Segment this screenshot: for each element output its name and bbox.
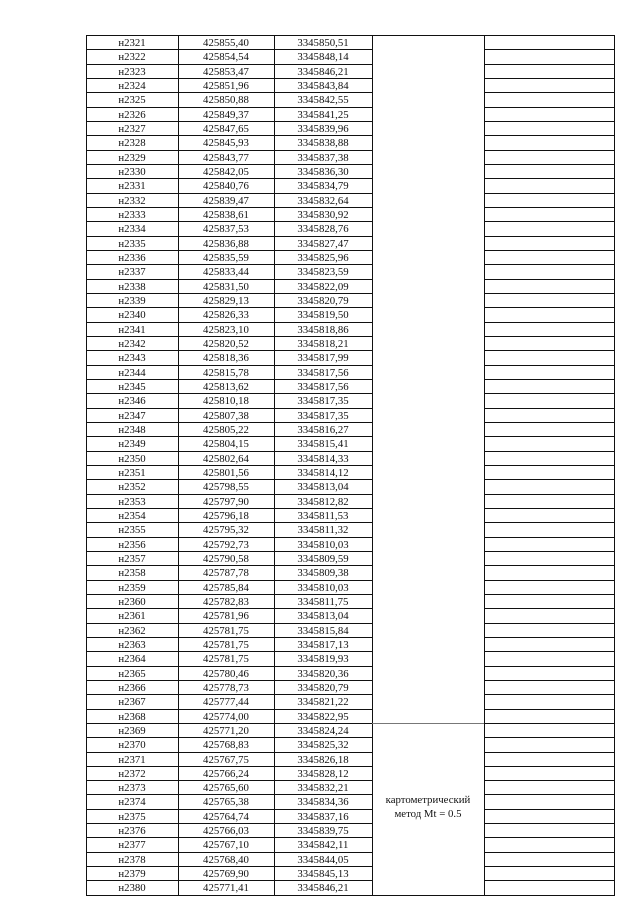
point-id-cell: н2336 bbox=[118, 252, 146, 264]
group-separator bbox=[372, 723, 484, 724]
x-coordinate-cell: 425766,03 bbox=[203, 825, 249, 837]
y-coordinate-cell: 3345839,75 bbox=[297, 825, 349, 837]
point-id-cell: н2369 bbox=[118, 725, 146, 737]
y-coordinate-cell: 3345844,05 bbox=[297, 854, 349, 866]
row-rule bbox=[484, 107, 615, 108]
x-coordinate-cell: 425835,59 bbox=[203, 252, 249, 264]
y-coordinate-cell: 3345827,47 bbox=[297, 238, 349, 250]
x-coordinate-cell: 425849,37 bbox=[203, 109, 249, 121]
x-coordinate-cell: 425810,18 bbox=[203, 395, 249, 407]
point-id-cell: н2321 bbox=[118, 37, 146, 49]
y-coordinate-cell: 3345843,84 bbox=[297, 80, 349, 92]
point-id-cell: н2325 bbox=[118, 94, 146, 106]
row-rule bbox=[484, 365, 615, 366]
y-coordinate-cell: 3345810,03 bbox=[297, 582, 349, 594]
row-rule bbox=[484, 393, 615, 394]
table-bottom-rule bbox=[86, 895, 615, 896]
y-coordinate-cell: 3345820,36 bbox=[297, 668, 349, 680]
y-coordinate-cell: 3345815,84 bbox=[297, 625, 349, 637]
row-rule bbox=[484, 250, 615, 251]
y-coordinate-cell: 3345846,21 bbox=[297, 66, 349, 78]
x-coordinate-cell: 425798,55 bbox=[203, 481, 249, 493]
x-coordinate-cell: 425771,41 bbox=[203, 882, 249, 894]
point-id-cell: н2375 bbox=[118, 811, 146, 823]
method-note-line1: картометрический bbox=[385, 794, 471, 806]
x-coordinate-cell: 425804,15 bbox=[203, 438, 249, 450]
point-id-cell: н2361 bbox=[118, 610, 146, 622]
point-id-cell: н2352 bbox=[118, 481, 146, 493]
point-id-cell: н2344 bbox=[118, 367, 146, 379]
x-coordinate-cell: 425853,47 bbox=[203, 66, 249, 78]
point-id-cell: н2356 bbox=[118, 539, 146, 551]
y-coordinate-cell: 3345817,35 bbox=[297, 410, 349, 422]
y-coordinate-cell: 3345825,96 bbox=[297, 252, 349, 264]
x-coordinate-cell: 425790,58 bbox=[203, 553, 249, 565]
y-coordinate-cell: 3345817,56 bbox=[297, 381, 349, 393]
row-rule bbox=[484, 422, 615, 423]
row-rule bbox=[484, 164, 615, 165]
y-coordinate-cell: 3345830,92 bbox=[297, 209, 349, 221]
row-rule bbox=[484, 193, 615, 194]
x-coordinate-cell: 425829,13 bbox=[203, 295, 249, 307]
row-rule bbox=[484, 666, 615, 667]
y-coordinate-cell: 3345846,21 bbox=[297, 882, 349, 894]
point-id-cell: н2330 bbox=[118, 166, 146, 178]
point-id-cell: н2358 bbox=[118, 567, 146, 579]
point-id-cell: н2323 bbox=[118, 66, 146, 78]
x-coordinate-cell: 425818,36 bbox=[203, 352, 249, 364]
row-rule bbox=[484, 178, 615, 179]
x-coordinate-cell: 425815,78 bbox=[203, 367, 249, 379]
y-coordinate-cell: 3345820,79 bbox=[297, 682, 349, 694]
point-id-cell: н2371 bbox=[118, 754, 146, 766]
row-rule bbox=[484, 465, 615, 466]
x-coordinate-cell: 425802,64 bbox=[203, 453, 249, 465]
row-rule bbox=[484, 809, 615, 810]
row-rule bbox=[484, 508, 615, 509]
y-coordinate-cell: 3345818,21 bbox=[297, 338, 349, 350]
row-rule bbox=[484, 565, 615, 566]
x-coordinate-cell: 425855,40 bbox=[203, 37, 249, 49]
point-id-cell: н2350 bbox=[118, 453, 146, 465]
x-coordinate-cell: 425833,44 bbox=[203, 266, 249, 278]
x-coordinate-cell: 425782,83 bbox=[203, 596, 249, 608]
row-rule bbox=[484, 780, 615, 781]
x-coordinate-cell: 425767,75 bbox=[203, 754, 249, 766]
method-note-line2: метод Mt = 0.5 bbox=[394, 808, 462, 820]
y-coordinate-cell: 3345814,12 bbox=[297, 467, 349, 479]
point-id-cell: н2380 bbox=[118, 882, 146, 894]
x-coordinate-cell: 425805,22 bbox=[203, 424, 249, 436]
x-coordinate-cell: 425851,96 bbox=[203, 80, 249, 92]
point-id-cell: н2331 bbox=[118, 180, 146, 192]
y-coordinate-cell: 3345810,03 bbox=[297, 539, 349, 551]
point-id-cell: н2373 bbox=[118, 782, 146, 794]
y-coordinate-cell: 3345837,38 bbox=[297, 152, 349, 164]
row-rule bbox=[484, 236, 615, 237]
x-coordinate-cell: 425837,53 bbox=[203, 223, 249, 235]
x-coordinate-cell: 425843,77 bbox=[203, 152, 249, 164]
x-coordinate-cell: 425774,00 bbox=[203, 711, 249, 723]
point-id-cell: н2365 bbox=[118, 668, 146, 680]
point-id-cell: н2328 bbox=[118, 137, 146, 149]
y-coordinate-cell: 3345834,36 bbox=[297, 796, 349, 808]
x-coordinate-cell: 425768,40 bbox=[203, 854, 249, 866]
y-coordinate-cell: 3345814,33 bbox=[297, 453, 349, 465]
x-coordinate-cell: 425807,38 bbox=[203, 410, 249, 422]
point-id-cell: н2346 bbox=[118, 395, 146, 407]
method-note bbox=[373, 793, 483, 821]
point-id-cell: н2338 bbox=[118, 281, 146, 293]
y-coordinate-cell: 3345842,11 bbox=[297, 839, 349, 851]
y-coordinate-cell: 3345850,51 bbox=[297, 37, 349, 49]
y-coordinate-cell: 3345813,04 bbox=[297, 481, 349, 493]
y-coordinate-cell: 3345828,76 bbox=[297, 223, 349, 235]
row-rule bbox=[484, 350, 615, 351]
point-id-cell: н2339 bbox=[118, 295, 146, 307]
y-coordinate-cell: 3345811,75 bbox=[297, 596, 349, 608]
row-rule bbox=[484, 221, 615, 222]
row-rule bbox=[484, 766, 615, 767]
row-rule bbox=[484, 723, 615, 724]
x-coordinate-cell: 425842,05 bbox=[203, 166, 249, 178]
point-id-cell: н2363 bbox=[118, 639, 146, 651]
point-id-cell: н2359 bbox=[118, 582, 146, 594]
row-rule bbox=[484, 379, 615, 380]
x-coordinate-cell: 425768,83 bbox=[203, 739, 249, 751]
y-coordinate-cell: 3345824,24 bbox=[297, 725, 349, 737]
x-coordinate-cell: 425840,76 bbox=[203, 180, 249, 192]
y-coordinate-cell: 3345821,22 bbox=[297, 696, 349, 708]
row-rule bbox=[484, 537, 615, 538]
y-coordinate-cell: 3345820,79 bbox=[297, 295, 349, 307]
x-coordinate-cell: 425767,10 bbox=[203, 839, 249, 851]
row-rule bbox=[484, 837, 615, 838]
y-coordinate-cell: 3345825,32 bbox=[297, 739, 349, 751]
point-id-cell: н2370 bbox=[118, 739, 146, 751]
x-coordinate-cell: 425765,38 bbox=[203, 796, 249, 808]
row-rule bbox=[484, 279, 615, 280]
point-id-cell: н2364 bbox=[118, 653, 146, 665]
x-coordinate-cell: 425792,73 bbox=[203, 539, 249, 551]
x-coordinate-cell: 425838,61 bbox=[203, 209, 249, 221]
point-id-cell: н2322 bbox=[118, 51, 146, 63]
row-rule bbox=[484, 551, 615, 552]
y-coordinate-cell: 3345845,13 bbox=[297, 868, 349, 880]
row-rule bbox=[484, 651, 615, 652]
point-id-cell: н2347 bbox=[118, 410, 146, 422]
y-coordinate-cell: 3345818,86 bbox=[297, 324, 349, 336]
point-id-cell: н2367 bbox=[118, 696, 146, 708]
point-id-cell: н2342 bbox=[118, 338, 146, 350]
point-id-cell: н2343 bbox=[118, 352, 146, 364]
row-rule bbox=[484, 580, 615, 581]
row-rule bbox=[484, 852, 615, 853]
y-coordinate-cell: 3345819,93 bbox=[297, 653, 349, 665]
point-id-cell: н2345 bbox=[118, 381, 146, 393]
point-id-cell: н2353 bbox=[118, 496, 146, 508]
point-id-cell: н2324 bbox=[118, 80, 146, 92]
x-coordinate-cell: 425813,62 bbox=[203, 381, 249, 393]
y-coordinate-cell: 3345812,82 bbox=[297, 496, 349, 508]
x-coordinate-cell: 425765,60 bbox=[203, 782, 249, 794]
point-id-cell: н2372 bbox=[118, 768, 146, 780]
y-coordinate-cell: 3345811,32 bbox=[297, 524, 349, 536]
y-coordinate-cell: 3345836,30 bbox=[297, 166, 349, 178]
point-id-cell: н2366 bbox=[118, 682, 146, 694]
y-coordinate-cell: 3345817,56 bbox=[297, 367, 349, 379]
row-rule bbox=[484, 608, 615, 609]
x-coordinate-cell: 425836,88 bbox=[203, 238, 249, 250]
row-rule bbox=[484, 408, 615, 409]
y-coordinate-cell: 3345841,25 bbox=[297, 109, 349, 121]
row-rule bbox=[484, 78, 615, 79]
x-coordinate-cell: 425796,18 bbox=[203, 510, 249, 522]
row-rule bbox=[484, 594, 615, 595]
x-coordinate-cell: 425820,52 bbox=[203, 338, 249, 350]
point-id-cell: н2362 bbox=[118, 625, 146, 637]
row-rule bbox=[484, 694, 615, 695]
point-id-cell: н2326 bbox=[118, 109, 146, 121]
y-coordinate-cell: 3345816,27 bbox=[297, 424, 349, 436]
x-coordinate-cell: 425780,46 bbox=[203, 668, 249, 680]
x-coordinate-cell: 425847,65 bbox=[203, 123, 249, 135]
row-rule bbox=[484, 121, 615, 122]
row-rule bbox=[484, 307, 615, 308]
x-coordinate-cell: 425764,74 bbox=[203, 811, 249, 823]
point-id-cell: н2355 bbox=[118, 524, 146, 536]
y-coordinate-cell: 3345819,50 bbox=[297, 309, 349, 321]
point-id-cell: н2349 bbox=[118, 438, 146, 450]
row-rule bbox=[484, 451, 615, 452]
row-rule bbox=[484, 637, 615, 638]
x-coordinate-cell: 425826,33 bbox=[203, 309, 249, 321]
x-coordinate-cell: 425823,10 bbox=[203, 324, 249, 336]
point-id-cell: н2354 bbox=[118, 510, 146, 522]
x-coordinate-cell: 425801,56 bbox=[203, 467, 249, 479]
y-coordinate-cell: 3345837,16 bbox=[297, 811, 349, 823]
row-rule bbox=[484, 823, 615, 824]
point-id-cell: н2348 bbox=[118, 424, 146, 436]
row-rule bbox=[484, 135, 615, 136]
point-id-cell: н2351 bbox=[118, 467, 146, 479]
y-coordinate-cell: 3345822,09 bbox=[297, 281, 349, 293]
y-coordinate-cell: 3345811,53 bbox=[297, 510, 349, 522]
row-rule bbox=[484, 737, 615, 738]
row-rule bbox=[484, 293, 615, 294]
row-rule bbox=[484, 494, 615, 495]
point-id-cell: н2378 bbox=[118, 854, 146, 866]
row-rule bbox=[484, 322, 615, 323]
row-rule bbox=[484, 623, 615, 624]
row-rule bbox=[484, 92, 615, 93]
y-coordinate-cell: 3345809,38 bbox=[297, 567, 349, 579]
y-coordinate-cell: 3345828,12 bbox=[297, 768, 349, 780]
y-coordinate-cell: 3345838,88 bbox=[297, 137, 349, 149]
point-id-cell: н2340 bbox=[118, 309, 146, 321]
point-id-cell: н2332 bbox=[118, 195, 146, 207]
point-id-cell: н2376 bbox=[118, 825, 146, 837]
point-id-cell: н2377 bbox=[118, 839, 146, 851]
y-coordinate-cell: 3345815,41 bbox=[297, 438, 349, 450]
x-coordinate-cell: 425781,75 bbox=[203, 639, 249, 651]
y-coordinate-cell: 3345822,95 bbox=[297, 711, 349, 723]
row-rule bbox=[484, 207, 615, 208]
y-coordinate-cell: 3345817,35 bbox=[297, 395, 349, 407]
point-id-cell: н2341 bbox=[118, 324, 146, 336]
point-id-cell: н2327 bbox=[118, 123, 146, 135]
row-rule bbox=[484, 336, 615, 337]
x-coordinate-cell: 425839,47 bbox=[203, 195, 249, 207]
y-coordinate-cell: 3345848,14 bbox=[297, 51, 349, 63]
x-coordinate-cell: 425787,78 bbox=[203, 567, 249, 579]
x-coordinate-cell: 425845,93 bbox=[203, 137, 249, 149]
row-rule bbox=[484, 64, 615, 65]
y-coordinate-cell: 3345834,79 bbox=[297, 180, 349, 192]
x-coordinate-cell: 425854,54 bbox=[203, 51, 249, 63]
y-coordinate-cell: 3345809,59 bbox=[297, 553, 349, 565]
point-id-cell: н2357 bbox=[118, 553, 146, 565]
point-id-cell: н2335 bbox=[118, 238, 146, 250]
y-coordinate-cell: 3345823,59 bbox=[297, 266, 349, 278]
x-coordinate-cell: 425781,96 bbox=[203, 610, 249, 622]
row-rule bbox=[484, 709, 615, 710]
y-coordinate-cell: 3345832,64 bbox=[297, 195, 349, 207]
x-coordinate-cell: 425777,44 bbox=[203, 696, 249, 708]
x-coordinate-cell: 425850,88 bbox=[203, 94, 249, 106]
x-coordinate-cell: 425831,50 bbox=[203, 281, 249, 293]
x-coordinate-cell: 425781,75 bbox=[203, 625, 249, 637]
row-rule bbox=[484, 880, 615, 881]
y-coordinate-cell: 3345813,04 bbox=[297, 610, 349, 622]
x-coordinate-cell: 425785,84 bbox=[203, 582, 249, 594]
row-rule bbox=[484, 436, 615, 437]
y-coordinate-cell: 3345826,18 bbox=[297, 754, 349, 766]
y-coordinate-cell: 3345832,21 bbox=[297, 782, 349, 794]
point-id-cell: н2374 bbox=[118, 796, 146, 808]
x-coordinate-cell: 425797,90 bbox=[203, 496, 249, 508]
point-id-cell: н2360 bbox=[118, 596, 146, 608]
point-id-cell: н2334 bbox=[118, 223, 146, 235]
x-coordinate-cell: 425766,24 bbox=[203, 768, 249, 780]
x-coordinate-cell: 425771,20 bbox=[203, 725, 249, 737]
x-coordinate-cell: 425778,73 bbox=[203, 682, 249, 694]
point-id-cell: н2368 bbox=[118, 711, 146, 723]
point-id-cell: н2329 bbox=[118, 152, 146, 164]
x-coordinate-cell: 425795,32 bbox=[203, 524, 249, 536]
row-rule bbox=[484, 794, 615, 795]
row-rule bbox=[484, 479, 615, 480]
row-rule bbox=[484, 522, 615, 523]
x-coordinate-cell: 425769,90 bbox=[203, 868, 249, 880]
y-coordinate-cell: 3345842,55 bbox=[297, 94, 349, 106]
row-rule bbox=[484, 264, 615, 265]
point-id-cell: н2379 bbox=[118, 868, 146, 880]
y-coordinate-cell: 3345817,99 bbox=[297, 352, 349, 364]
row-rule bbox=[484, 752, 615, 753]
row-rule bbox=[484, 680, 615, 681]
point-id-cell: н2337 bbox=[118, 266, 146, 278]
x-coordinate-cell: 425781,75 bbox=[203, 653, 249, 665]
y-coordinate-cell: 3345839,96 bbox=[297, 123, 349, 135]
point-id-cell: н2333 bbox=[118, 209, 146, 221]
y-coordinate-cell: 3345817,13 bbox=[297, 639, 349, 651]
row-rule bbox=[484, 49, 615, 50]
row-rule bbox=[484, 150, 615, 151]
row-rule bbox=[484, 866, 615, 867]
